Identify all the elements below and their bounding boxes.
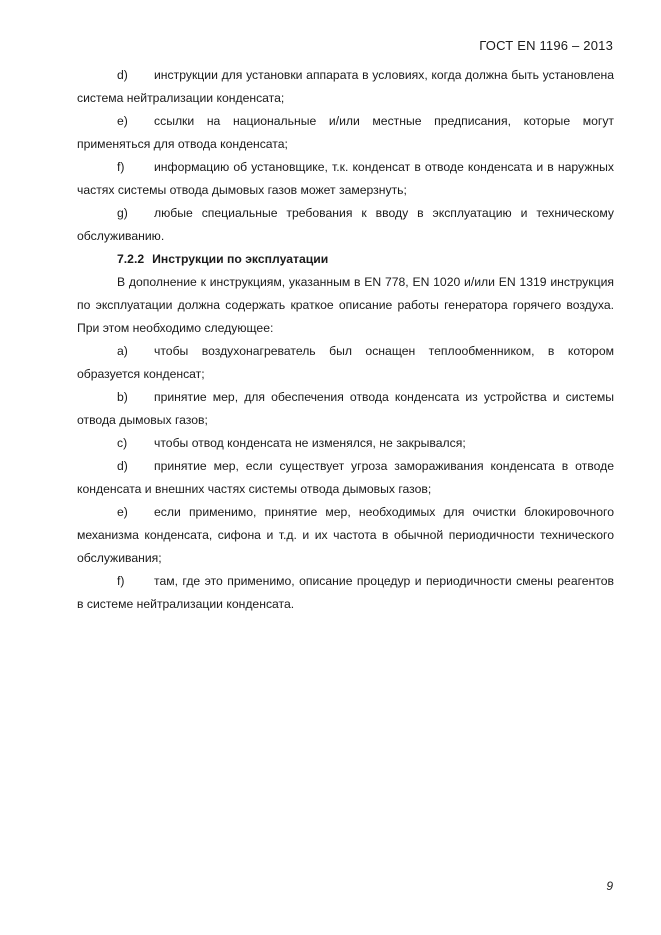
list-item <box>77 432 614 455</box>
list-item-text: принятие мер, для обеспечения отвода конденсата из устройства и системы отвода дымовых газов; <box>77 390 614 427</box>
list-marker: d) <box>117 459 128 473</box>
list-marker: f) <box>117 574 125 588</box>
section-number: 7.2.2 <box>117 252 145 266</box>
list-item-text: если применимо, принятие мер, необходимых для очистки блокировочного механизма конденсата, сифона и т.д. и их частота в обычной периодичности технического обслуживания; <box>77 505 614 565</box>
section-intro-paragraph: В дополнение к инструкциям, указанным в EN 778, EN 1020 и/или EN 1319 инструкция по эксплуатации должна содержать краткое описание работы генератора горячего воздуха. При этом необходимо следующее: <box>77 275 614 335</box>
list-item-text: чтобы отвод конденсата не изменялся, не закрывался; <box>154 436 466 450</box>
list-marker: e) <box>117 505 128 519</box>
list-item <box>77 455 614 501</box>
list-item <box>77 202 614 248</box>
list-marker: g) <box>117 206 128 220</box>
list-item-text: принятие мер, если существует угроза замораживания конденсата в отводе конденсата и внешних частях системы отвода дымовых газов; <box>77 459 614 496</box>
list-marker: e) <box>117 114 128 128</box>
list-marker: a) <box>117 344 128 358</box>
list-item-text: ссылки на национальные и/или местные предписания, которые могут применяться для отвода конденсата; <box>77 114 614 151</box>
list-item-text: там, где это применимо, описание процедур и периодичности смены реагентов в системе нейтрализации конденсата. <box>77 574 614 611</box>
list-marker: c) <box>117 436 128 450</box>
list-item <box>77 501 614 570</box>
list-marker: b) <box>117 390 128 404</box>
list-item <box>77 156 614 202</box>
list-marker: f) <box>117 160 125 174</box>
list-item <box>77 340 614 386</box>
list-item <box>77 570 614 616</box>
list-item-text: инструкции для установки аппарата в условиях, когда должна быть установлена система нейтрализации конденсата; <box>77 68 614 105</box>
page-number: 9 <box>606 879 613 893</box>
list-item <box>77 386 614 432</box>
list-item <box>77 110 614 156</box>
document-body <box>77 64 614 616</box>
list-marker: d) <box>117 68 128 82</box>
list-item-text: любые специальные требования к вводу в эксплуатацию и техническому обслуживанию. <box>77 206 614 243</box>
section-title: Инструкции по эксплуатации <box>152 252 329 266</box>
list-item-text: чтобы воздухонагреватель был оснащен теплообменником, в котором образуется конденсат; <box>77 344 614 381</box>
list-item <box>77 64 614 110</box>
document-header: ГОСТ EN 1196 – 2013 <box>479 38 613 53</box>
list-item-text: информацию об установщике, т.к. конденсат в отводе конденсата и в наружных частях системы отвода дымовых газов может замерзнуть; <box>77 160 614 197</box>
section-heading <box>117 248 614 271</box>
